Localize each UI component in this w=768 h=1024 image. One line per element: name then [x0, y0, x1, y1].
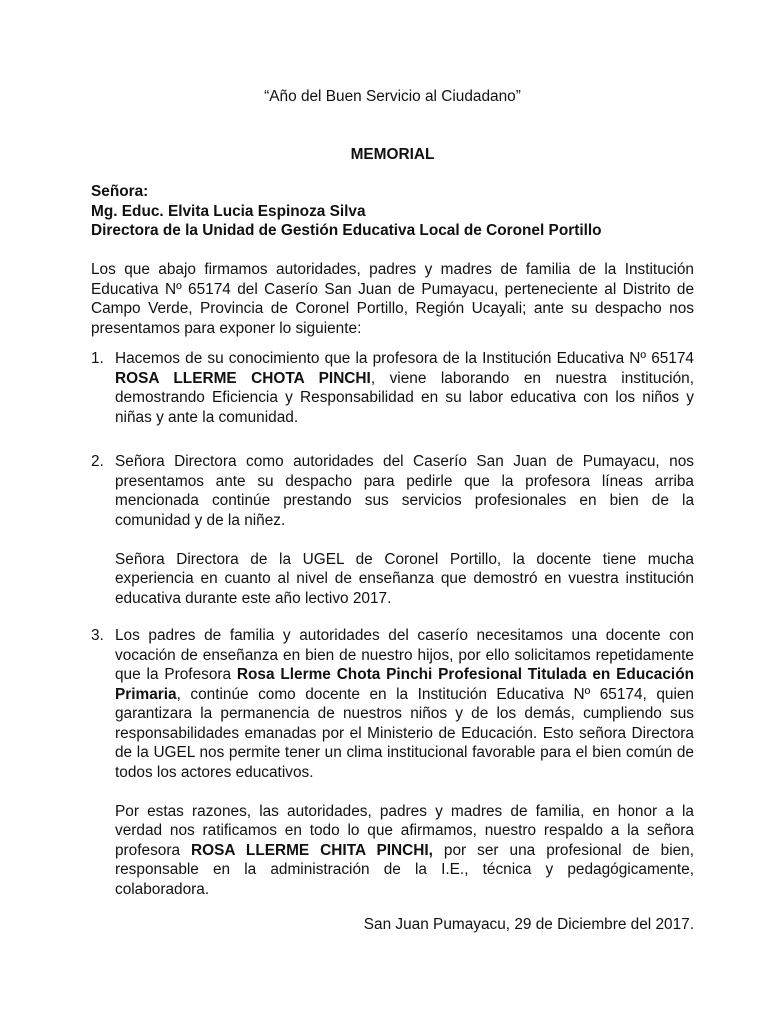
document-title: MEMORIAL: [350, 146, 435, 163]
text-run: , continúe como docente en la Institución Educativa Nº 65174, quien garantizara la permanencia de nuestros niños y de los demás, cumpliendo sus responsabilidades emanadas por el Ministerio de Educación. Esto señora Directora de la UGEL nos permite tener un clima institucional favorable para el bien común de todos los actores educativos.: [115, 685, 694, 781]
teacher-name-bold: ROSA LLERME CHOTA PINCHI: [115, 369, 371, 387]
teacher-name-bold: ROSA LLERME CHITA PINCHI,: [191, 841, 433, 859]
paragraph: Señora Directora de la UGEL de Coronel Portillo, la docente tiene mucha experiencia en cuanto al nivel de enseñanza que demostró en vuestra institución educativa durante este año lectivo 2017.: [115, 550, 694, 607]
document-page: [91, 0, 694, 1024]
text-run: Los padres de familia y autoridades del caserío necesitamos una docente con vocación de enseñanza en bien de nuestro hijos, por ello solicitamos repetidamente que la Profesora: [115, 627, 694, 683]
list-number: 2.: [91, 453, 104, 470]
paragraph: Señora Directora como autoridades del Caserío San Juan de Pumayacu, nos presentamos ante su despacho para pedirle que la profesora líneas arriba mencionada continúe prestando sus servicios profesionales en bien de la comunidad y de la niñez.: [115, 453, 694, 529]
list-item-body: [115, 349, 694, 427]
list-item-2: [91, 452, 694, 608]
list-item-3: [91, 626, 694, 899]
text-run: Por estas razones, las autoridades, padres y madres de familia, en honor a la verdad nos ratificamos en todo lo que afirmamos, nuestro respaldo a la señora profesora: [115, 802, 694, 859]
addressee-block: [91, 182, 694, 241]
addressee-position: Directora de la Unidad de Gestión Educativa Local de Coronel Portillo: [91, 222, 602, 239]
text-run: Hacemos de su conocimiento que la profesora de la Institución Educativa Nº 65174: [115, 350, 694, 367]
addressee-salutation: Señora:: [91, 183, 149, 200]
paragraph: [115, 626, 694, 782]
list-item-1: [91, 349, 694, 427]
intro-paragraph: Los que abajo firmamos autoridades, padres y madres de familia de la Institución Educativa Nº 65174 del Caserío San Juan de Pumayacu, perteneciente al Distrito de Campo Verde, Provincia de Coronel Portillo, Región Ucayali; ante su despacho nos presentamos para exponer lo siguiente:: [91, 261, 694, 337]
paragraph: [115, 802, 694, 900]
text-run: , viene laborando en nuestra institución, demostrando Eficiencia y Responsabilidad en su labor educativa con los niños y niñas y ante la comunidad.: [115, 369, 694, 426]
paragraph: [115, 349, 694, 427]
text-run: por ser una profesional de bien, responsable en la administración de la I.E., técnica y pedagógicamente, colaboradora.: [115, 841, 695, 898]
list-number: 3.: [91, 627, 104, 644]
teacher-title-bold: Rosa Llerme Chota Pinchi Profesional Titulada en Educación Primaria: [115, 666, 694, 703]
list-number: 1.: [91, 350, 104, 367]
list-item-body: [115, 626, 694, 899]
year-motto: “Año del Buen Servicio al Ciudadano”: [264, 88, 521, 105]
addressee-name: Mg. Educ. Elvita Lucia Espinoza Silva: [91, 202, 366, 220]
place-and-date: San Juan Pumayacu, 29 de Diciembre del 2017.: [363, 916, 694, 933]
list-item-body: [115, 452, 694, 608]
